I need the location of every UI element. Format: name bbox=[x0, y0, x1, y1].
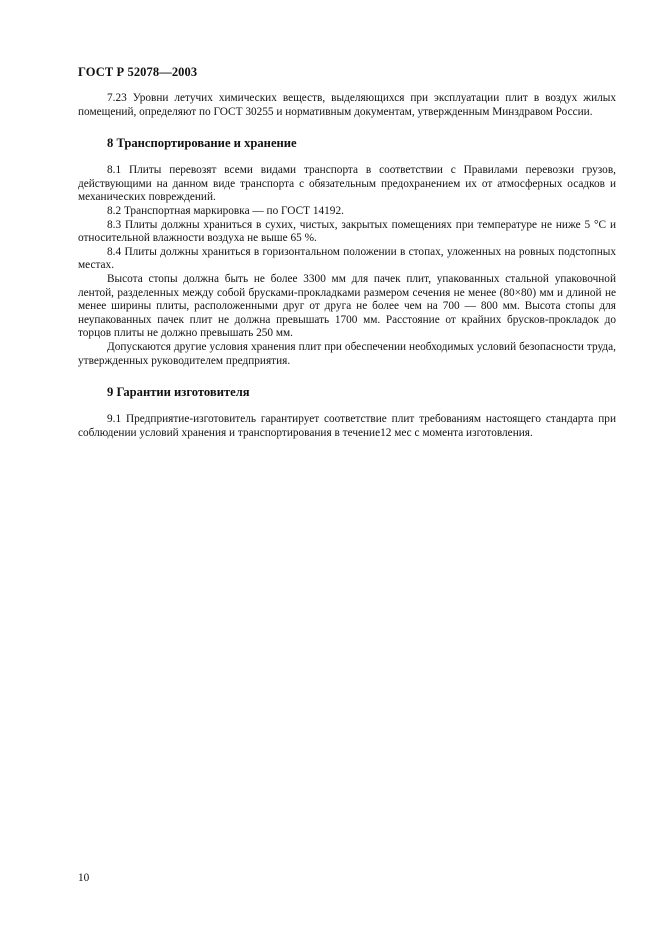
paragraph-8-4: 8.4 Плиты должны храниться в горизонтальном положении в стопах, уложенных на ровных подстопных местах. bbox=[78, 245, 616, 272]
paragraph-8-2: 8.2 Транспортная маркировка — по ГОСТ 14192. bbox=[107, 204, 344, 217]
paragraph-9-1: 9.1 Предприятие-изготовитель гарантирует соответствие плит требованиям настоящего стандарта при соблюдении условий хранения и транспортирования в течение12 мес с момента изготовления. bbox=[78, 413, 616, 439]
paragraph-8-1: 8.1 Плиты перевозят всеми видами транспорта в соответствии с Правилами перевозки грузов, действующими на данном виде транспорта с обязательным предохранением их от атмосферных осадков и механических повреждений. bbox=[78, 164, 616, 204]
paragraph-7-23: 7.23 Уровни летучих химических веществ, выделяющихся при эксплуатации плит в воздух жилых помещений, определяют по ГОСТ 30255 и нормативным документам, утвержденным Минздравом России. bbox=[78, 92, 616, 118]
document-body bbox=[78, 92, 616, 440]
paragraph-8-4-stack-height: Высота стопы должна быть не более 3300 мм для пачек плит, упакованных стальной упаковочной лентой, разделенных между собой брусками-прокладками размером сечения не менее (80×80) мм и длиной не менее ширины плиты, расположенными друг от друга не более чем на 700 — 800 мм. Высота стопы для неупакованных пачек плит не должна превышать 1700 мм. Расстояние от крайних брусков-прокладок до торцов плиты не должно превышать 250 мм. bbox=[78, 272, 616, 340]
paragraph-8-4-other-conditions: Допускаются другие условия хранения плит при обеспечении необходимых условий безопасности труда, утвержденных руководителем предприятия. bbox=[78, 340, 616, 367]
paragraph-8-3: 8.3 Плиты должны храниться в сухих, чистых, закрытых помещениях при температуре не ниже 5 °C и относительной влажности воздуха не выше 65 %. bbox=[78, 218, 616, 245]
document-code: ГОСТ Р 52078—2003 bbox=[78, 65, 198, 79]
section-8-title: 8 Транспортирование и хранение bbox=[107, 136, 297, 151]
page-number: 10 bbox=[78, 872, 90, 884]
section-9-title: 9 Гарантии изготовителя bbox=[107, 385, 250, 400]
